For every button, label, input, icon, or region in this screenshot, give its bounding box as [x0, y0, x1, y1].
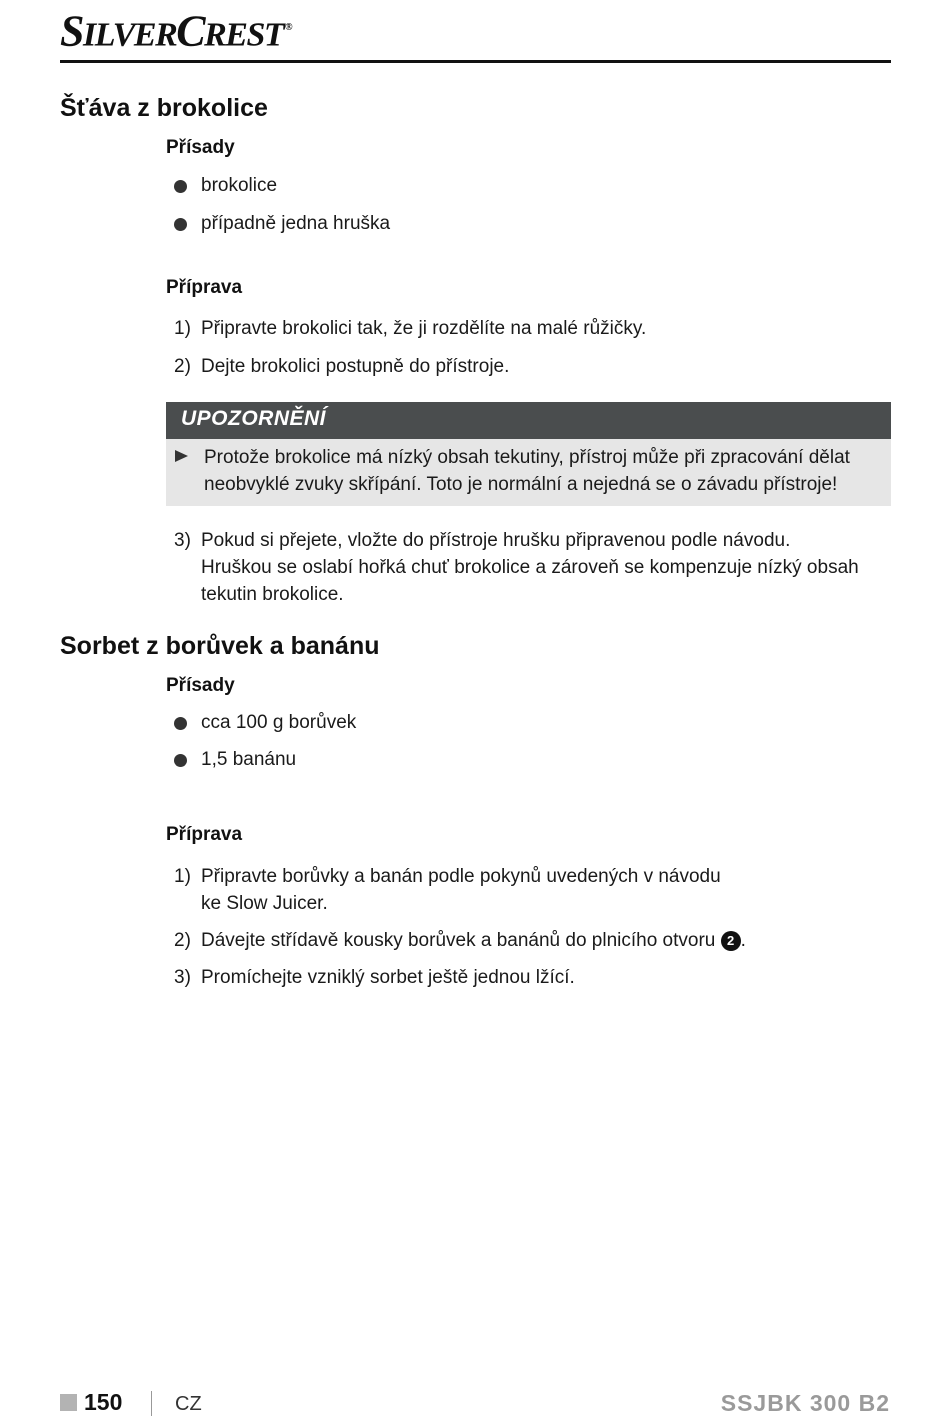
step-line: Dávejte střídavě kousky borůvek a banánů do plnicího otvoru [201, 930, 716, 951]
list-item-text: brokolice [201, 175, 278, 196]
brand-logo-rest: REST [204, 16, 284, 54]
recipe2-title: Sorbet z borůvek a banánu [60, 632, 380, 660]
step-text [201, 863, 721, 917]
step-number: 2) [174, 930, 191, 951]
recipe1-title: Šťáva z brokolice [60, 94, 268, 122]
step-line-end: . [740, 930, 746, 951]
recipe1-ingredients-heading: Přísady [166, 137, 235, 158]
step-line: tekutin brokolice. [201, 584, 344, 605]
footer-square-icon [60, 1394, 77, 1411]
step-line: Pokud si přejete, vložte do přístroje hrušku připravenou podle návodu. [201, 530, 791, 551]
list-item-text: cca 100 g borůvek [201, 712, 357, 733]
notice-text [204, 444, 884, 498]
step-text: Připravte brokolici tak, že ji rozdělíte na malé růžičky. [201, 318, 647, 339]
bullet-icon [174, 180, 187, 193]
notice-line: Protože brokolice má nízký obsah tekutiny, přístroj může při zpracování dělat [204, 447, 850, 468]
registered-mark: ® [285, 22, 292, 33]
step-text: Promíchejte vzniklý sorbet ještě jednou lžící. [201, 967, 575, 988]
page-number: 150 [84, 1389, 123, 1415]
step-line: ke Slow Juicer. [201, 893, 328, 914]
part-reference-badge: 2 [721, 931, 741, 951]
step-number: 1) [174, 866, 191, 887]
step-text [201, 527, 859, 608]
brand-logo-c: C [176, 6, 205, 56]
notice-line: neobvyklé zvuky skřípání. Toto je normální a nejedná se o závadu přístroje! [204, 474, 838, 495]
step-text: Dejte brokolici postupně do přístroje. [201, 356, 510, 377]
list-item-text: 1,5 banánu [201, 749, 297, 770]
step-number: 1) [174, 318, 191, 339]
notice-header [166, 402, 891, 439]
footer-divider [151, 1391, 152, 1416]
brand-logo [60, 6, 291, 58]
step-number: 3) [174, 530, 191, 551]
arrow-right-icon [175, 450, 188, 462]
list-item-text: případně jedna hruška [201, 213, 391, 234]
header-rule [60, 60, 891, 63]
bullet-icon [174, 754, 187, 767]
step-line: Hruškou se oslabí hořká chuť brokolice a zároveň se kompenzuje nízký obsah [201, 557, 859, 578]
notice-title: UPOZORNĚNÍ [181, 407, 327, 430]
step-text [201, 927, 746, 954]
recipe1-prep-heading: Příprava [166, 277, 243, 298]
recipe2-prep-heading: Příprava [166, 824, 243, 845]
brand-logo-s: S [60, 6, 83, 56]
step-line: Připravte borůvky a banán podle pokynů uvedených v návodu [201, 866, 721, 887]
notice-box [166, 402, 891, 506]
brand-logo-ilver: ILVER [82, 16, 177, 54]
step-number: 2) [174, 356, 191, 377]
bullet-icon [174, 218, 187, 231]
bullet-icon [174, 717, 187, 730]
language-code: CZ [175, 1393, 202, 1415]
recipe2-ingredients-heading: Přísady [166, 675, 235, 696]
step-number: 3) [174, 967, 191, 988]
model-number: SSJBK 300 B2 [720, 1390, 890, 1416]
